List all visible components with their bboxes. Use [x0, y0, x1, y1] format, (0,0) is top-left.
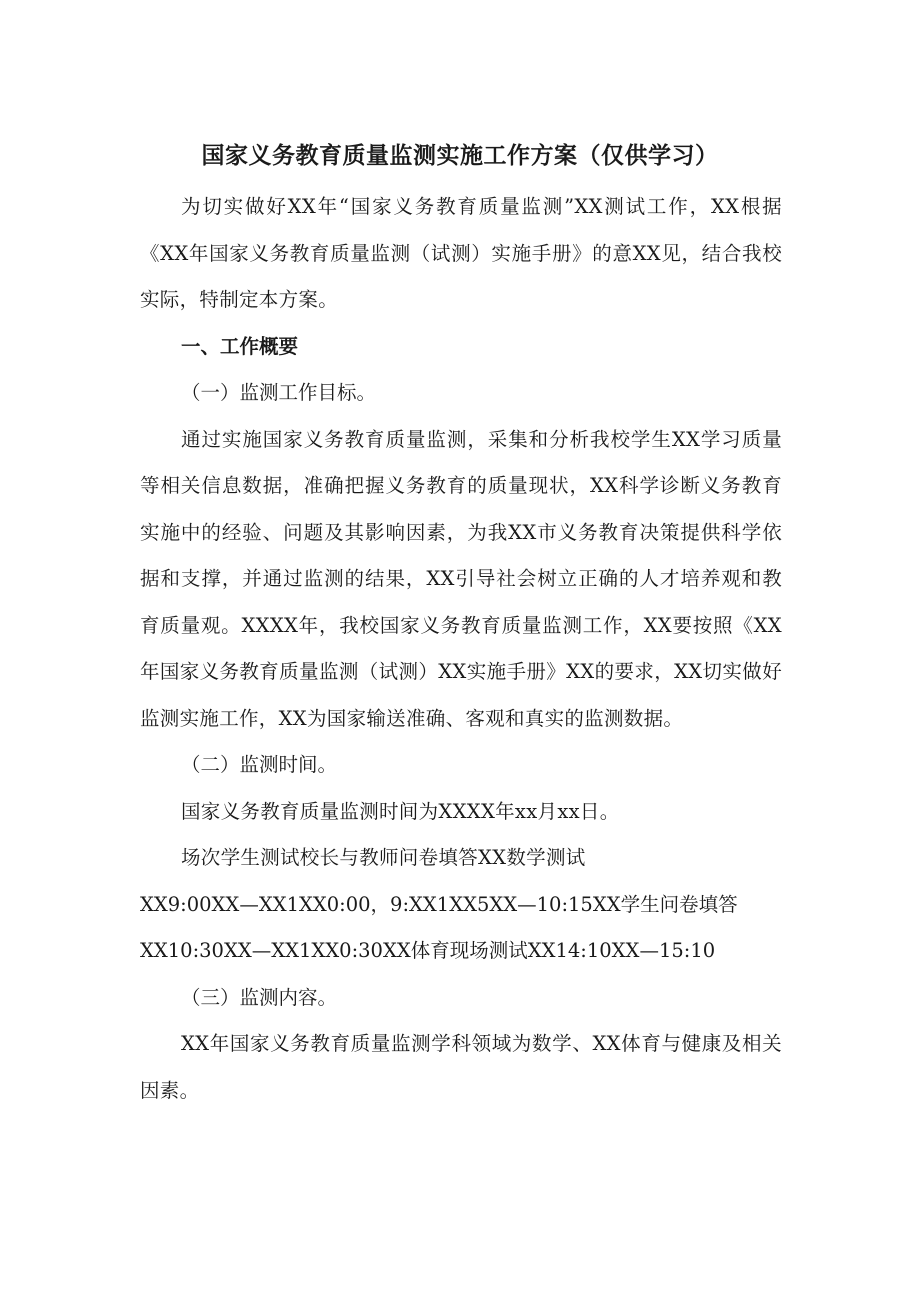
schedule-line-1: 场次学生测试校长与教师问卷填答XX数学测试: [181, 846, 586, 869]
section-heading-overview: 一、工作概要: [181, 334, 299, 358]
schedule-line-3: XX10:30XX—XX1XX0:30XX体育现场测试XX14:10XX—15:10: [140, 939, 716, 962]
time-paragraph: 国家义务教育质量监测时间为XXXX年xx月xx日。: [181, 799, 620, 823]
subheading-goals: （一）监测工作目标。: [181, 381, 377, 404]
document-body: [140, 184, 782, 1114]
goals-paragraph: 通过实施国家义务教育质量监测，采集和分析我校学生XX学习质量等相关信息数据，准确把握义务教育的质量现状，XX科学诊断义务教育实施中的经验、问题及其影响因素，为我XX市义务教育决策提供科学依据和支撑，并通过监测的结果，XX引导社会树立正确的人才培养观和教育质量观。XXXX年，我校国家义务教育质量监测工作，XX要按照《XX年国家义务教育质量监测（试测）XX实施手册》XX的要求，XX切实做好监测实施工作，XX为国家输送准确、客观和真实的监测数据。: [140, 427, 782, 730]
document-title: 国家义务教育质量监测实施工作方案（仅供学习）: [201, 143, 719, 169]
intro-paragraph: 为切实做好XX年“国家义务教育质量监测”XX测试工作，XX根据《XX年国家义务教育质量监测（试测）实施手册》的意XX见，结合我校实际，特制定本方案。: [140, 195, 782, 311]
subheading-time: （二）监测时间。: [181, 753, 338, 776]
schedule-line-2: XX9:00XX—XX1XX0:00，9:XX1XX5XX—10:15XX学生问卷填答: [140, 892, 738, 916]
content-paragraph: XX年国家义务教育质量监测学科领域为数学、XX体育与健康及相关因素。: [140, 1032, 782, 1102]
subheading-content: （三）监测内容。: [181, 985, 338, 1009]
